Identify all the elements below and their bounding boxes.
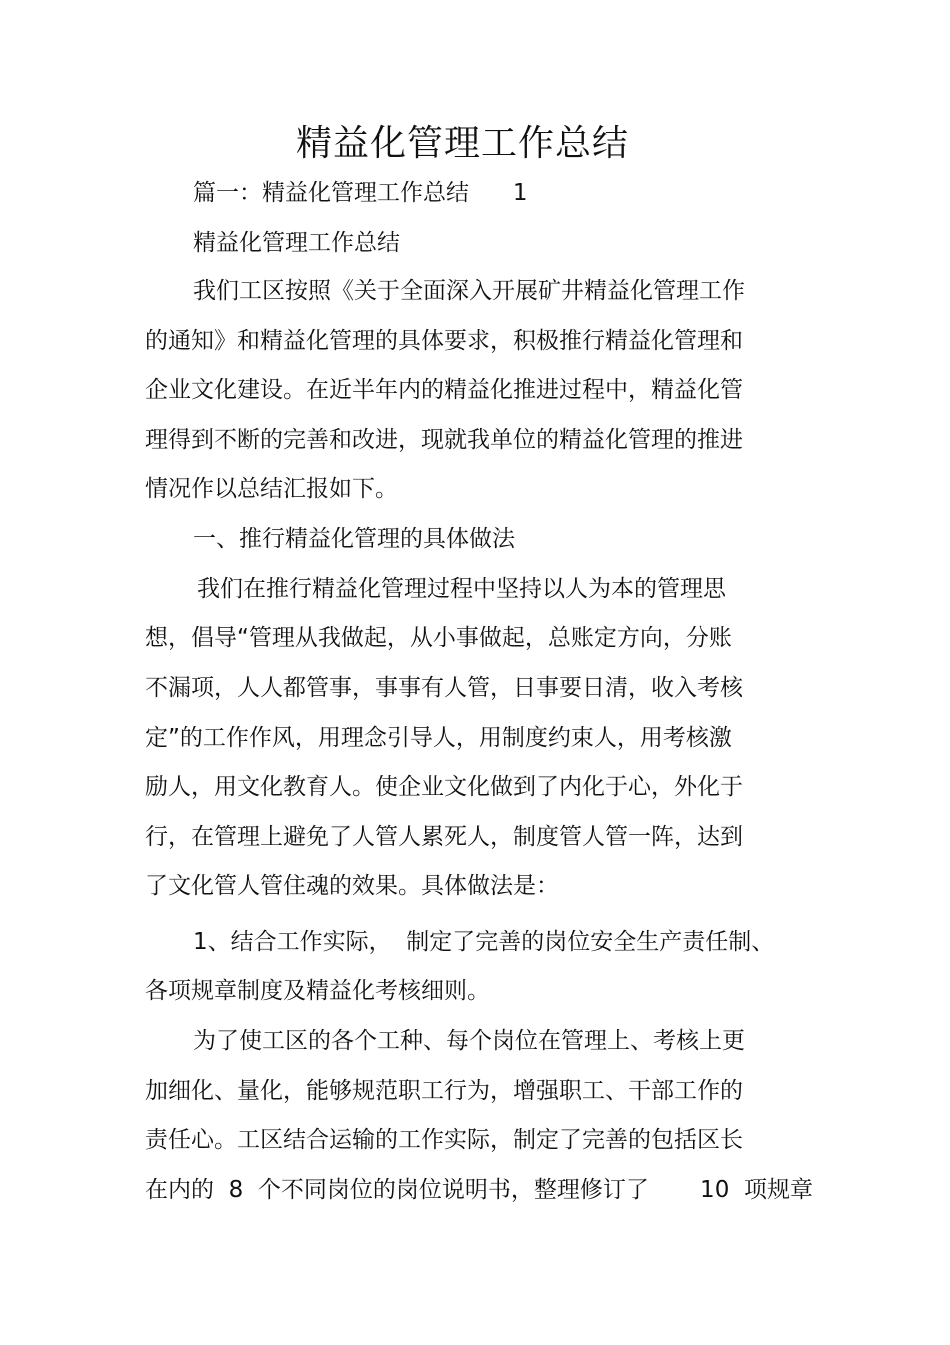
paragraph-line: 加细化、量化，能够规范职工行为，增强职工、干部工作的: [145, 1078, 743, 1104]
paragraph-line: 励人，用文化教育人。使企业文化做到了内化于心，外化于: [145, 774, 743, 800]
paragraph-line: 的通知》和精益化管理的具体要求，积极推行精益化管理和: [145, 328, 743, 354]
paragraph-line: 我们在推行精益化管理过程中坚持以人为本的管理思: [197, 576, 726, 602]
subtitle-line: 精益化管理工作总结: [193, 230, 400, 256]
paragraph-line: 行，在管理上避免了人管人累死人，制度管人管一阵，达到: [145, 824, 743, 850]
paragraph-line: 我们工区按照《关于全面深入开展矿井精益化管理工作: [193, 278, 745, 304]
paragraph-line: 各项规章制度及精益化考核细则。: [145, 978, 490, 1004]
paragraph-line: 1、结合工作实际， 制定了完善的岗位安全生产责任制、: [193, 929, 775, 955]
paragraph-line: 了文化管人管住魂的效果。具体做法是：: [145, 873, 559, 899]
paragraph-line: 在内的 8 个不同岗位的岗位说明书，整理修订了 10 项规章: [145, 1177, 813, 1203]
section-heading: 篇一：精益化管理工作总结 1: [193, 180, 528, 206]
paragraph-line: 想，倡导“管理从我做起，从小事做起，总账定方向，分账: [145, 625, 732, 651]
document-title: 精益化管理工作总结: [295, 123, 629, 164]
section-heading: 一、推行精益化管理的具体做法: [193, 526, 515, 552]
paragraph-line: 责任心。工区结合运输的工作实际，制定了完善的包括区长: [145, 1127, 743, 1153]
paragraph-line: 企业文化建设。在近半年内的精益化推进过程中，精益化管: [145, 377, 743, 403]
paragraph-line: 为了使工区的各个工种、每个岗位在管理上、考核上更: [193, 1028, 745, 1054]
paragraph-line: 理得到不断的完善和改进，现就我单位的精益化管理的推进: [145, 427, 743, 453]
paragraph-line: 情况作以总结汇报如下。: [145, 476, 398, 502]
paragraph-line: 不漏项，人人都管事，事事有人管，日事要日清，收入考核: [145, 675, 743, 701]
paragraph-line: 定”的工作作风，用理念引导人，用制度约束人，用考核激: [145, 725, 732, 751]
